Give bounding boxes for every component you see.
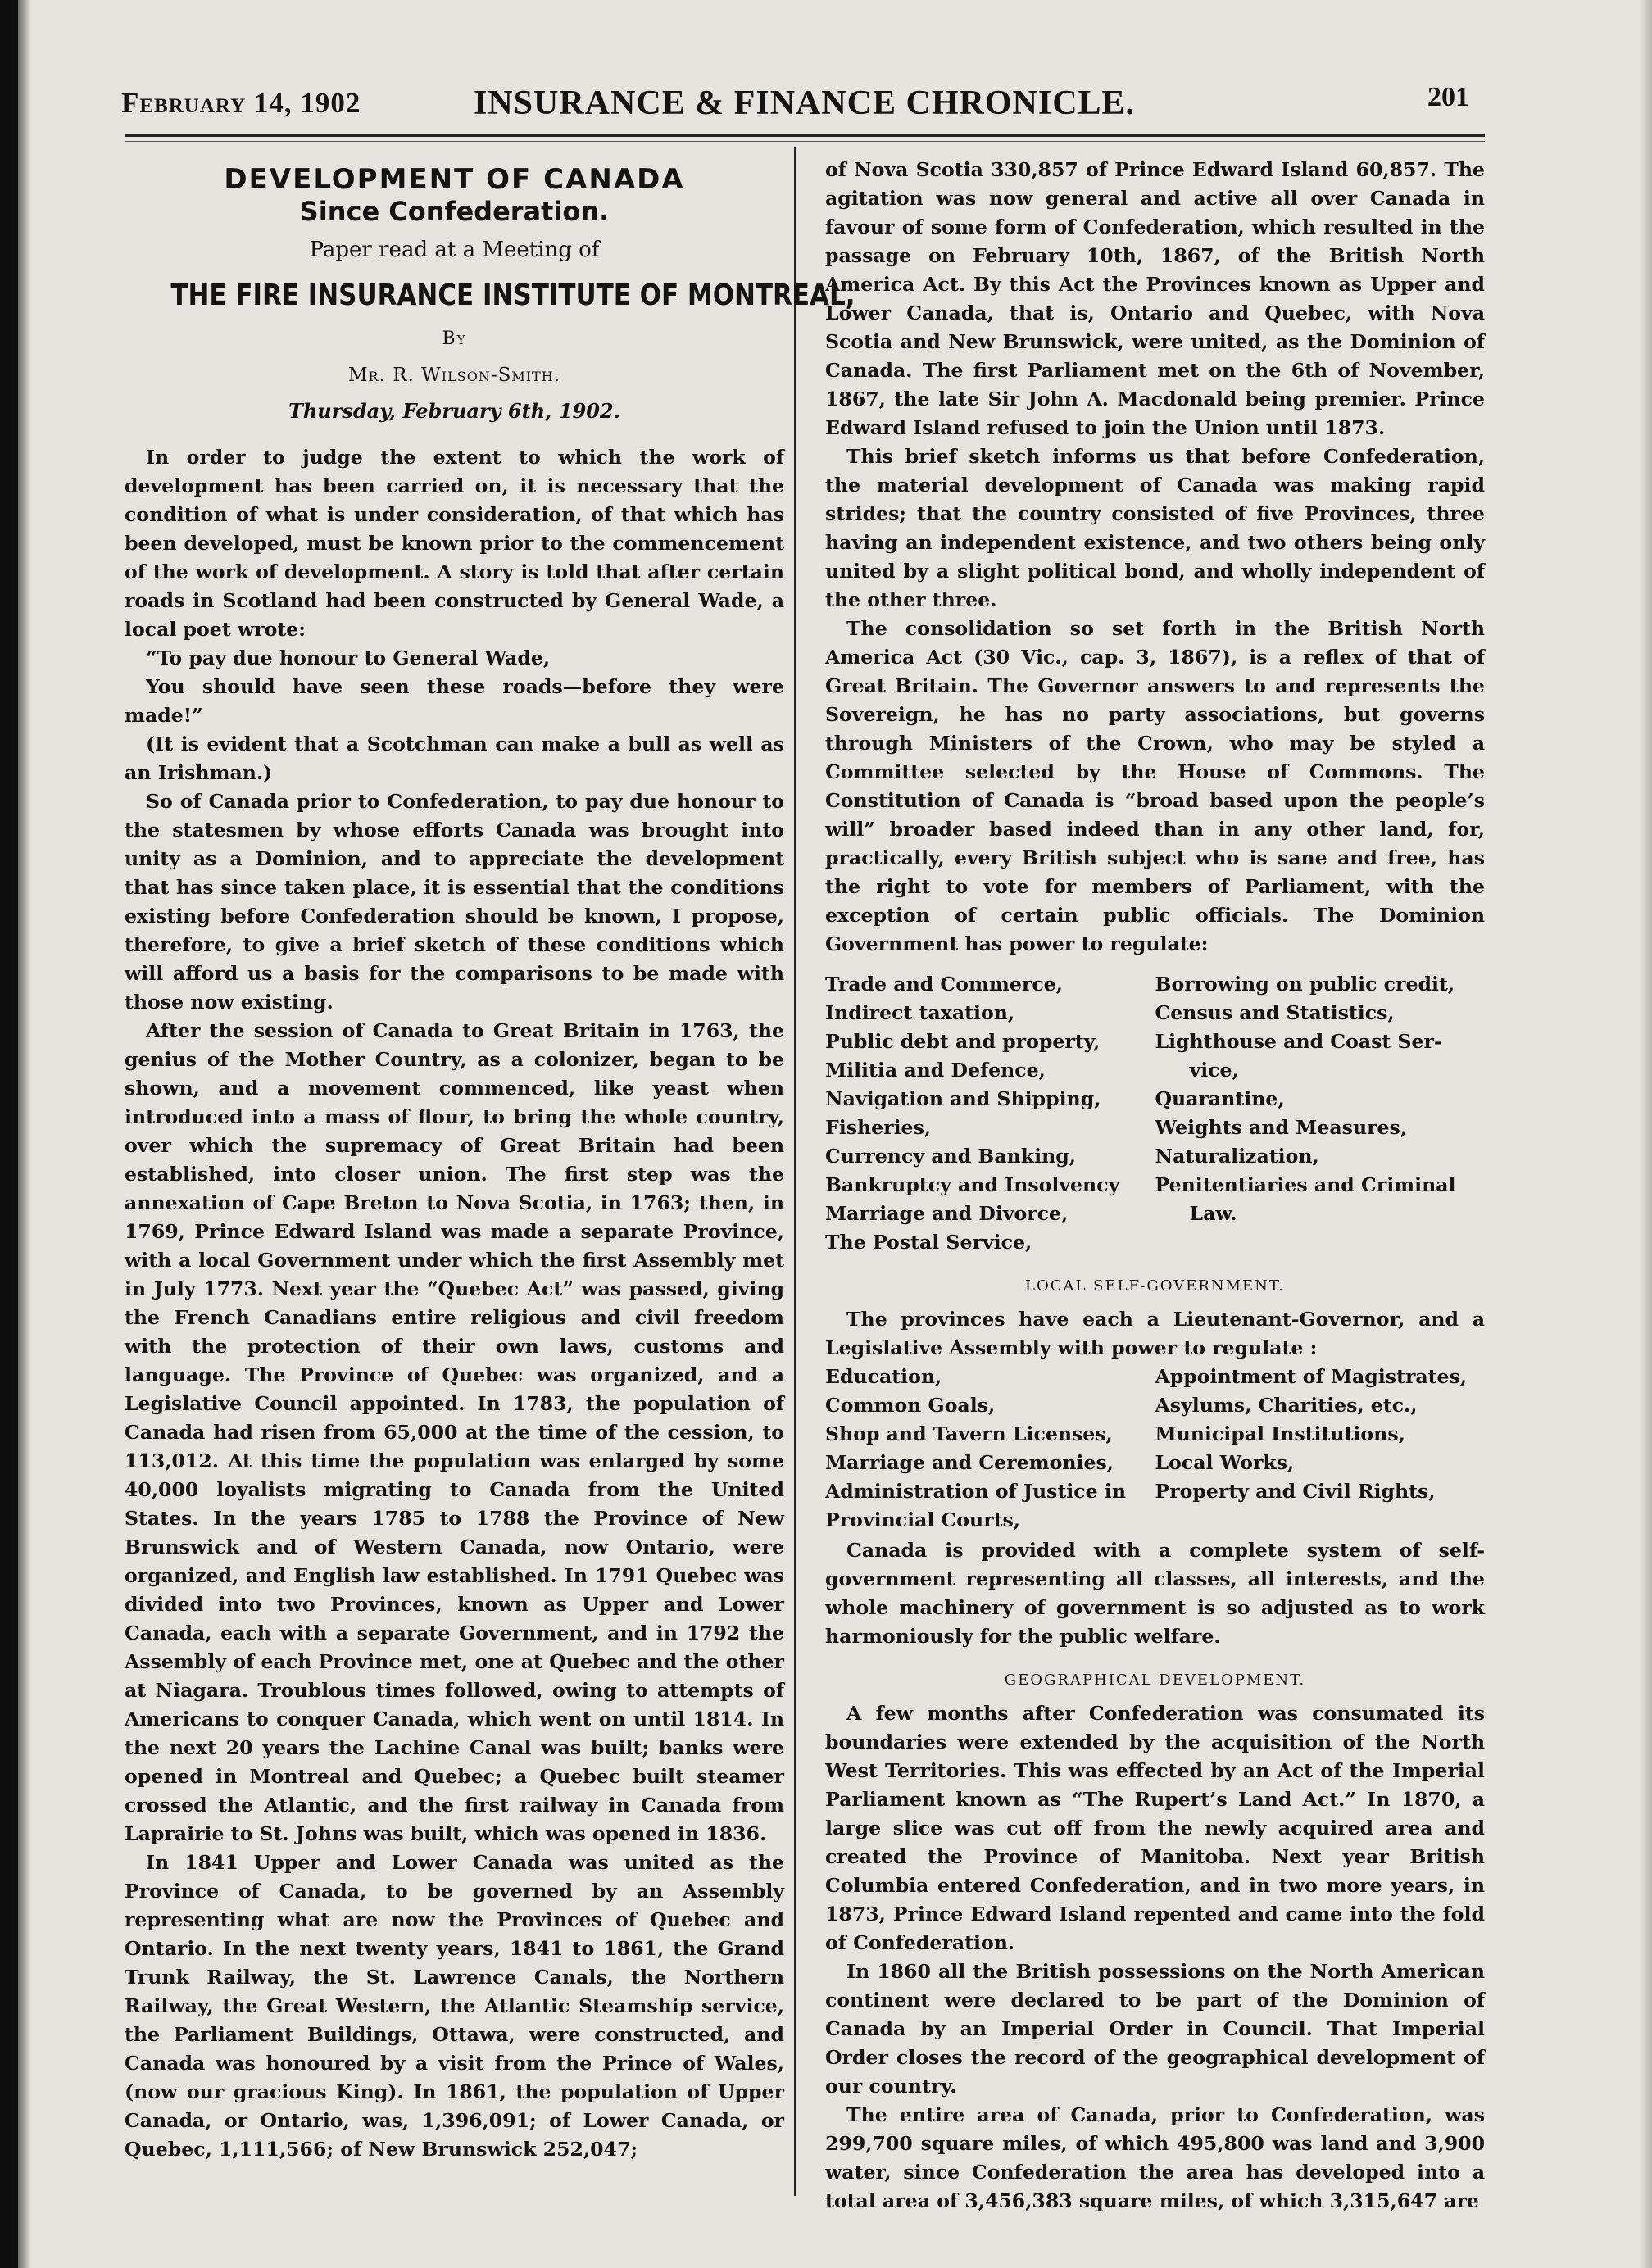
section-heading-geographical: GEOGRAPHICAL DEVELOPMENT. — [1004, 1672, 1306, 1689]
list-item: Marriage and Ceremonies, — [825, 1451, 1114, 1474]
list-item: Bankruptcy and Insolvency — [825, 1173, 1120, 1196]
paragraph: This brief sketch informs us that before Confederation, the material development of Canada was making rapid strides; that the country consisted of five Provinces, three having an independent existence, and two others being only united by a slight political bond, and wholly independent of the other three. — [825, 445, 1485, 611]
institute-name: THE FIRE INSURANCE INSTITUTE OF MONTREAL, — [170, 279, 856, 312]
list-item: Fisheries, — [825, 1116, 932, 1139]
article-title: DEVELOPMENT OF CANADA — [224, 163, 685, 196]
article-heading — [125, 163, 856, 425]
byline-by: By — [442, 329, 467, 349]
list-item: Shop and Tavern Licenses, — [825, 1422, 1113, 1445]
list-item: The Postal Service, — [825, 1231, 1032, 1254]
page-right-edge — [1639, 0, 1652, 2268]
paragraph: In order to judge the extent to which the work of development has been carried on, it is necessary that the condition of what is under consideration, of that which has been developed, must be known prior to the commencement of the work of development. A story is told that after certain roads in Scotland had been constructed by General Wade, a local poet wrote: — [125, 446, 784, 641]
paragraph: So of Canada prior to Confederation, to pay due honour to the statesmen by whose efforts Canada was brought into unity as a Dominion, and to appreciate the development that has since taken place, it is essential that the conditions existing before Confederation should be known, I propose, therefore, to give a brief sketch of these conditions which will afford us a basis for the comparisons to be made with those now existing. — [125, 790, 784, 1014]
header-date: February 14, 1902 — [121, 87, 361, 119]
paragraph: Canada is provided with a complete system of self-government representing all classes, all interests, and the whole machinery of government is so adjusted as to work harmoniously for the public welfare. — [825, 1539, 1485, 1648]
verse-line: You should have seen these roads—before they were made!” — [125, 675, 784, 727]
provincial-powers-col1 — [825, 1363, 1155, 1535]
list-item: Appointment of Magistrates, — [1155, 1365, 1468, 1388]
paragraph: The consolidation so set forth in the British North America Act (30 Vic., cap. 3, 1867), is a reflex of that of Great Britain. The Governor answers to and represents the Sovereign, he has no party associations, but governs through Ministers of the Crown, who may be styled a Committee selected by the House of Commons. The Constitution of Canada is “broad based upon the people’s will” broader based indeed than in any other land, for, practically, every British subject who is sane and free, has the right to vote for members of Parliament, with the exception of certain public officials. The Dominion Government has power to regulate: — [825, 617, 1485, 955]
list-item: Militia and Defence, — [825, 1059, 1046, 1082]
list-item: Provincial Courts, — [825, 1508, 1021, 1531]
list-item: Penitentiaries and Criminal — [1155, 1173, 1456, 1196]
list-item: Indirect taxation, — [825, 1001, 1015, 1024]
list-item-continuation: Law. — [1189, 1202, 1237, 1225]
provincial-powers-list — [825, 1363, 1485, 1535]
list-item: Common Goals, — [825, 1394, 996, 1417]
author-name: Mr. R. Wilson-Smith. — [348, 365, 560, 386]
list-item: Marriage and Divorce, — [825, 1202, 1069, 1225]
paragraph: A few months after Confederation was consumated its boundaries were extended by the acquisition of the North West Territories. This was effected by an Act of the Imperial Parliament known as “The Rupert’s Land Act.” In 1870, a large slice was cut off from the newly acquired area and created the Province of Manitoba. Next year British Columbia entered Confederation, and in two more years, in 1873, Prince Edward Island repented and came into the fold of Confederation. — [825, 1702, 1485, 1954]
list-item: Naturalization, — [1155, 1145, 1319, 1168]
paragraph: In 1860 all the British possessions on the North American continent were declared to be part of the Dominion of Canada by an Imperial Order in Council. That Imperial Order closes the record of the geographical development of our country. — [825, 1960, 1485, 2098]
list-item: Census and Statistics, — [1155, 1001, 1395, 1024]
list-item: Municipal Institutions, — [1155, 1422, 1405, 1445]
header-rule — [125, 134, 1485, 137]
list-item: Lighthouse and Coast Ser- — [1155, 1030, 1442, 1053]
list-item: Education, — [825, 1365, 942, 1388]
journal-title: INSURANCE & FINANCE CHRONICLE. — [474, 84, 1136, 122]
paragraph: The entire area of Canada, prior to Confederation, was 299,700 square miles, of which 495,800 was land and 3,900 water, since Confederation the area has developed into a total area of 3,456,383 square miles, of which 3,315,647 are — [825, 2103, 1485, 2212]
paragraph: After the session of Canada to Great Britain in 1763, the genius of the Mother Country, as a colonizer, began to be shown, and a movement commenced, like yeast when introduced into a mass of flour, to bring the whole country, over which the supremacy of Great Britain had been established, into closer union. The first step was the annexation of Cape Breton to Nova Scotia, in 1763; then, in 1769, Prince Edward Island was made a separate Province, with a local Government under which the first Assembly met in July 1773. Next year the “Quebec Act” was passed, giving the French Canadians entire religious and civil freedom with the protection of their own laws, customs and language. The Province of Quebec was organized, and a Legislative Council appointed. In 1783, the population of Canada had risen from 65,000 at the time of the cession, to 113,012. At this time the population was enlarged by some 40,000 loyalists migrating to Canada from the United States. In the years 1785 to 1788 the Province of New Brunswick and of Western Canada, now Ontario, were organized, and English law established. In 1791 Quebec was divided into two Provinces, known as Upper and Lower Canada, each with a separate Government, and in 1792 the Assembly of each Province met, one at Quebec and the other at Niagara. Troublous times followed, owing to attempts of Americans to conquer Canada, which went on until 1814. In the next 20 years the Lachine Canal was built; banks were opened in Montreal and Quebec; a Quebec built steamer crossed the Atlantic, and the first railway in Canada from Laprairie to St. Johns was built, which was opened in 1836. — [125, 1019, 784, 1845]
dateline: Thursday, February 6th, 1902. — [288, 399, 621, 423]
verse-line: “To pay due honour to General Wade, — [146, 646, 551, 669]
article-title-line2: Since Confederation. — [299, 196, 610, 227]
list-item: Trade and Commerce, — [825, 973, 1063, 996]
provincial-powers-col2 — [1155, 1363, 1486, 1535]
column-divider — [794, 147, 796, 2196]
binding-shadow — [18, 0, 31, 2268]
article-subtitle: Paper read at a Meeting of — [309, 238, 600, 262]
paragraph: The provinces have each a Lieutenant-Governor, and a Legislative Assembly with power to regulate : — [825, 1308, 1485, 1359]
list-item: Navigation and Shipping, — [825, 1087, 1101, 1110]
paragraph: In 1841 Upper and Lower Canada was united as the Province of Canada, to be governed by an Assembly representing what are now the Provinces of Quebec and Ontario. In the next twenty years, 1841 to 1861, the Grand Trunk Railway, the St. Lawrence Canals, the Northern Railway, the Great Western, the Atlantic Steamship service, the Parliament Buildings, Ottawa, were constructed, and Canada was honoured by a visit from the Prince of Wales, (now our gracious King). In 1861, the population of Upper Canada, or Ontario, was, 1,396,091; of Lower Canada, or Quebec, 1,111,566; of New Brunswick 252,047; — [125, 1851, 784, 2161]
dominion-powers-col2 — [1155, 970, 1486, 1257]
list-item: Local Works, — [1155, 1451, 1295, 1474]
paragraph: (It is evident that a Scotchman can make a bull as well as an Irishman.) — [125, 733, 784, 784]
dominion-powers-col1 — [825, 970, 1155, 1257]
list-item: Administration of Justice in — [825, 1480, 1126, 1503]
left-column — [125, 161, 856, 2164]
page-binding-edge — [0, 0, 18, 2268]
list-item: Asylums, Charities, etc., — [1155, 1394, 1418, 1417]
list-item: Quarantine, — [1155, 1087, 1285, 1110]
section-heading-local: LOCAL SELF-GOVERNMENT. — [1024, 1277, 1285, 1295]
right-column — [825, 156, 1485, 2216]
list-item: Currency and Banking, — [825, 1145, 1076, 1168]
page-number: 201 — [1427, 82, 1469, 112]
header-rule-thin — [125, 141, 1485, 142]
list-item: Weights and Measures, — [1155, 1116, 1408, 1139]
list-item: Property and Civil Rights, — [1155, 1480, 1436, 1503]
list-item: Borrowing on public credit, — [1155, 973, 1455, 996]
dominion-powers-list — [825, 970, 1485, 1257]
list-item-continuation: vice, — [1189, 1059, 1239, 1082]
list-item: Public debt and property, — [825, 1030, 1101, 1053]
paragraph: of Nova Scotia 330,857 of Prince Edward Island 60,857. The agitation was now general and active all over Canada in favour of some form of Confederation, which resulted in the passage on February 10th, 1867, of the British North America Act. By this Act the Provinces known as Upper and Lower Canada, that is, Ontario and Quebec, with Nova Scotia and New Brunswick, were united, as the Dominion of Canada. The first Parliament met on the 6th of November, 1867, the late Sir John A. Macdonald being premier. Prince Edward Island refused to join the Union until 1873. — [825, 158, 1485, 439]
running-header — [121, 80, 1469, 123]
